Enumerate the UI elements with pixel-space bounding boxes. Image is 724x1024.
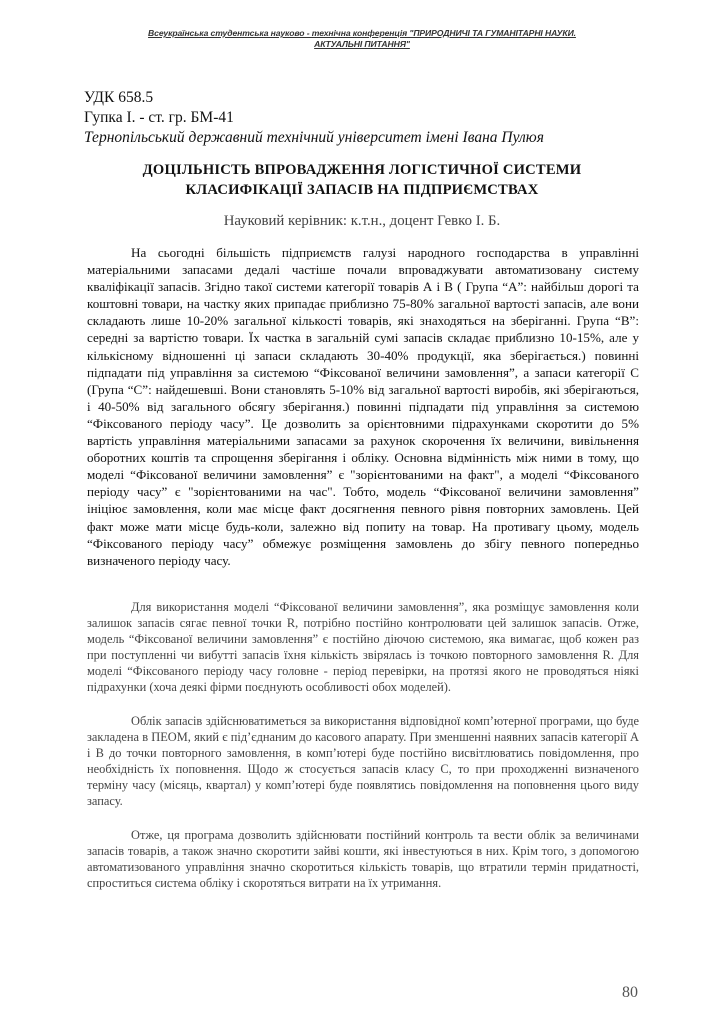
- author-line: Гупка І. - ст. гр. БМ-41: [84, 109, 234, 126]
- body-paragraph-2-block: [87, 600, 639, 695]
- scientific-advisor: Науковий керівник: к.т.н., доцент Гевко І. Б.: [223, 213, 501, 229]
- conference-header-line-2: АКТУАЛЬНІ ПИТАННЯ": [314, 39, 410, 49]
- title-line-1: ДОЦІЛЬНІСТЬ ВПРОВАДЖЕННЯ ЛОГІСТИЧНОЇ СИСТЕМИ: [142, 162, 582, 178]
- body-paragraph: Для використання моделі “Фіксованої величини замовлення”, яка розміщує замовлення коли залишок запасів сягає певної точки R, потрібно постійно контролювати цей залишок запасів. Отже, модель “Фіксованої величини замовлення” є постійно діючою системою, яка вимагає, щоб кожен раз при поступленні чи вибутті запасів їхня кількість звірялась із точкою повторного замовлення R. Для моделі “Фіксованого періоду часу головне - період перевірки, на протязі якого не проводяться ніякі підрахунки (хоча деякі фірми поєднують особливості обох моделей).: [87, 600, 639, 694]
- udk-code: УДК 658.5: [84, 89, 154, 106]
- body-paragraph: Отже, ця програма дозволить здійснювати постійний контроль та вести облік за величинами запасів товарів, а також значно скоротити зайві кошти, які інвестуються в них. Крім того, з допомогою автоматизованого управління значно скоротиться кількість товарів, що втратили термін придатності, спроститься система обліку і скоротяться витрати на їх утримання.: [87, 828, 639, 890]
- body-paragraph-3-block: [87, 714, 639, 809]
- body-paragraph-4-block: [87, 828, 639, 892]
- page-number: 80: [622, 984, 638, 1001]
- conference-header-line-1: Всеукраїнська студентська науково - технічна конференція "ПРИРОДНИЧІ ТА ГУМАНІТАРНІ НАУКИ.: [148, 28, 576, 38]
- body-paragraph: На сьогодні більшість підприємств галузі народного господарства в управлінні матеріальними запасами дедалі частіше почали впроваджувати автоматизовану систему кваліфікації запасів. Згідно такої системи категорії товарів А і В ( Група “А”: найбільш дорогі та коштовні товари, на частку яких припадає приблизно 75-80% загальної вартості запасів, але вони складають лише 10-20% загальної кількості товарів, які знаходяться на зберіганні. Група “В”: середні за вартістю товари. Їх частка в загальній сумі запасів складає приблизно 10-15%, але у кількісному відношенні ці запаси складають 30-40% продукції, яка зберігається.) повинні підпадати під управління за системою “Фіксованої величини замовлення”, а запаси категорії С (Група “С”: найдешевші. Вони становлять 5-10% від загальної вартості виробів, які зберігаються, і 40-50% від загального обсягу зберігання.) повинні підпадати під управління за системою “Фіксованого періоду часу”. Це дозволить за орієнтовними підрахунками скоротити до 5% вартість управління матеріальними запасами за рахунок скорочення їх величини, вивільнення оборотних коштів та спрощення зберігання і обліку. Основна відмінність між ними в тому, що моделі “Фіксованої величини замовлення” є "зорієнтованими на факт", а моделі “Фіксованого періоду часу” є "зорієнтованими на час". Тобто, модель “Фіксованої величини замовлення” ініціює замовлення, коли має місце факт досягнення певного рівня повторних замовлень. Цей факт може мати місце будь-коли, залежно від попиту на товар. На противагу цьому, модель “Фіксованого періоду часу” обмежує розміщення замовлень до збігу певного попередньо визначеного періоду часу.: [87, 245, 639, 568]
- university-name: Тернопільський державний технічний університет імені Івана Пулюя: [84, 129, 544, 146]
- conference-header: [100, 28, 624, 50]
- title-line-2: КЛАСИФІКАЦІЇ ЗАПАСІВ НА ПІДПРИЄМСТВАХ: [185, 182, 539, 198]
- body-paragraph-1-block: [87, 244, 639, 569]
- body-paragraph: Облік запасів здійснюватиметься за використання відповідної комп’ютерної програми, що буде закладена в ПЕОМ, який є під’єднаним до касового апарату. При зменшенні наявних запасів категорії А і В до точки повторного замовлення, в комп’ютері буде постійно висвітлюватись повідомлення, про необхідність їх поповнення. Щодо ж стосується запасів класу С, то при проходженні визначеного терміну часу (місяць, квартал) у комп’ютері буде появлятись повідомлення на поповнення цього виду запасу.: [87, 714, 639, 808]
- article-title: [80, 160, 644, 200]
- article-meta: [84, 88, 644, 148]
